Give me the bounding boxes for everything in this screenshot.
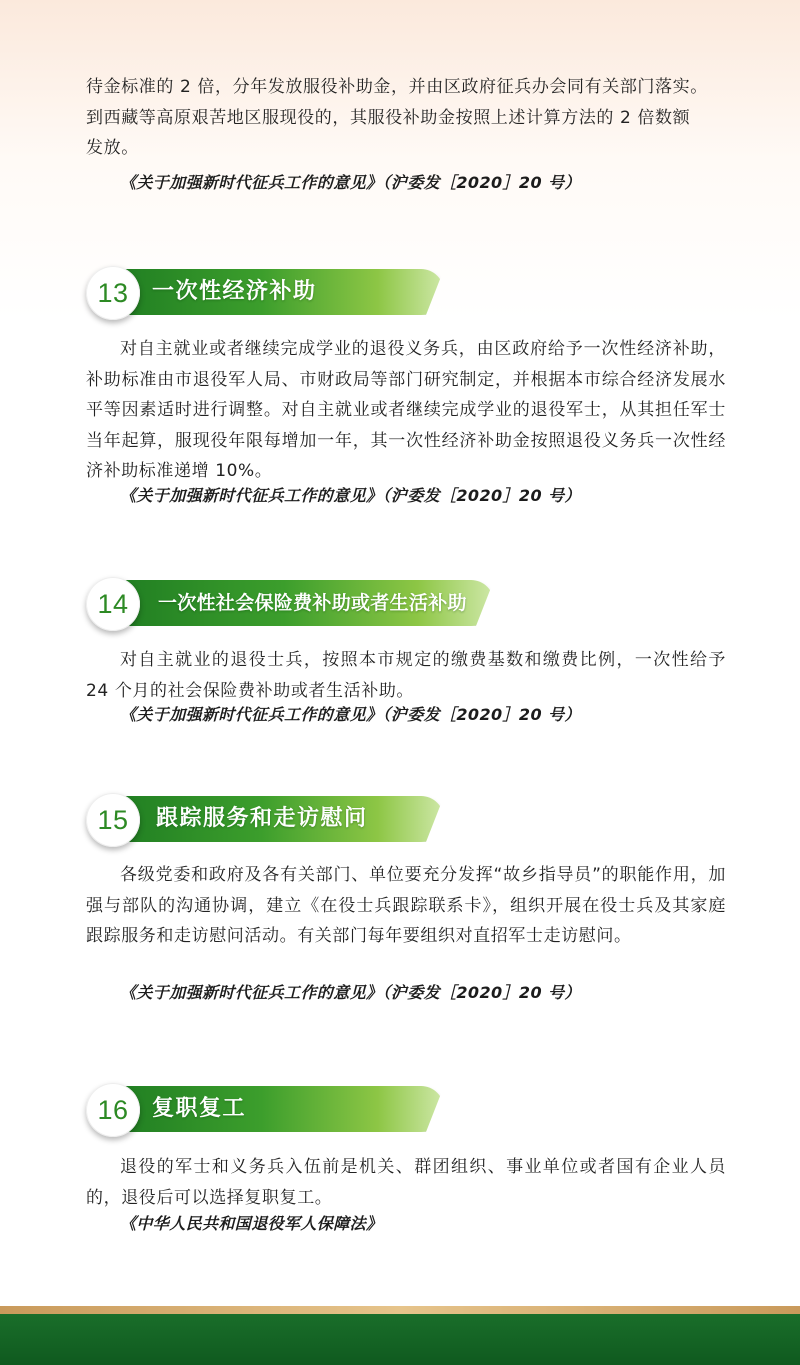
- section-14-source: 《关于加强新时代征兵工作的意见》（沪委发［2020］20 号）: [120, 705, 581, 724]
- section-15-title: 跟踪服务和走访慰问: [156, 806, 368, 831]
- section-14-number-badge: 14: [86, 577, 140, 631]
- section-16-header: [86, 1083, 446, 1137]
- section-15-body: 各级党委和政府及各有关部门、单位要充分发挥“故乡指导员”的职能作用，加强与部队的沟通协调，建立《在役士兵跟踪联系卡》，组织开展在役士兵及其家庭跟踪服务和走访慰问活动。有关部门每年要组织对直招军士走访慰问。: [86, 865, 726, 946]
- intro-source: 《关于加强新时代征兵工作的意见》（沪委发［2020］20 号）: [120, 173, 581, 192]
- section-13-number-badge: 13: [86, 266, 140, 320]
- section-16-source: 《中华人民共和国退役军人保障法》: [120, 1214, 383, 1233]
- section-16-title: 复职复工: [152, 1096, 247, 1121]
- section-16-number-badge: 16: [86, 1083, 140, 1137]
- section-15-header: [86, 793, 446, 847]
- section-13-title: 一次性经济补助: [152, 279, 317, 304]
- section-13-body: 对自主就业或者继续完成学业的退役义务兵，由区政府给予一次性经济补助，补助标准由市退役军人局、市财政局等部门研究制定，并根据本市综合经济发展水平等因素适时进行调整。对自主就业或者继续完成学业的退役军士，从其担任军士当年起算，服现役年限每增加一年，其一次性经济补助金按照退役义务兵一次性经济补助标准递增 10%。: [86, 339, 726, 481]
- section-14-header: [86, 577, 496, 631]
- section-15-source: 《关于加强新时代征兵工作的意见》（沪委发［2020］20 号）: [120, 983, 581, 1002]
- section-14-body: 对自主就业的退役士兵，按照本市规定的缴费基数和缴费比例，一次性给予 24 个月的社会保险费补助或者生活补助。: [86, 650, 726, 701]
- footer-gold-band: [0, 1306, 800, 1314]
- intro-line-1: 待金标准的 2 倍，分年发放服役补助金，并由区政府征兵办会同有关部门落实。: [86, 77, 708, 97]
- section-13-source: 《关于加强新时代征兵工作的意见》（沪委发［2020］20 号）: [120, 486, 581, 505]
- intro-text: [86, 72, 726, 164]
- section-13-header: [86, 266, 446, 320]
- section-16-body: 退役的军士和义务兵入伍前是机关、群团组织、事业单位或者国有企业人员的，退役后可以选择复职复工。: [86, 1157, 726, 1208]
- footer-green-band: [0, 1314, 800, 1365]
- section-15-number-badge: 15: [86, 793, 140, 847]
- section-14-title: 一次性社会保险费补助或者生活补助: [158, 592, 467, 614]
- intro-line-2: 到西藏等高原艰苦地区服现役的，其服役补助金按照上述计算方法的 2 倍数额: [86, 107, 691, 128]
- intro-line-3: 发放。: [86, 138, 139, 158]
